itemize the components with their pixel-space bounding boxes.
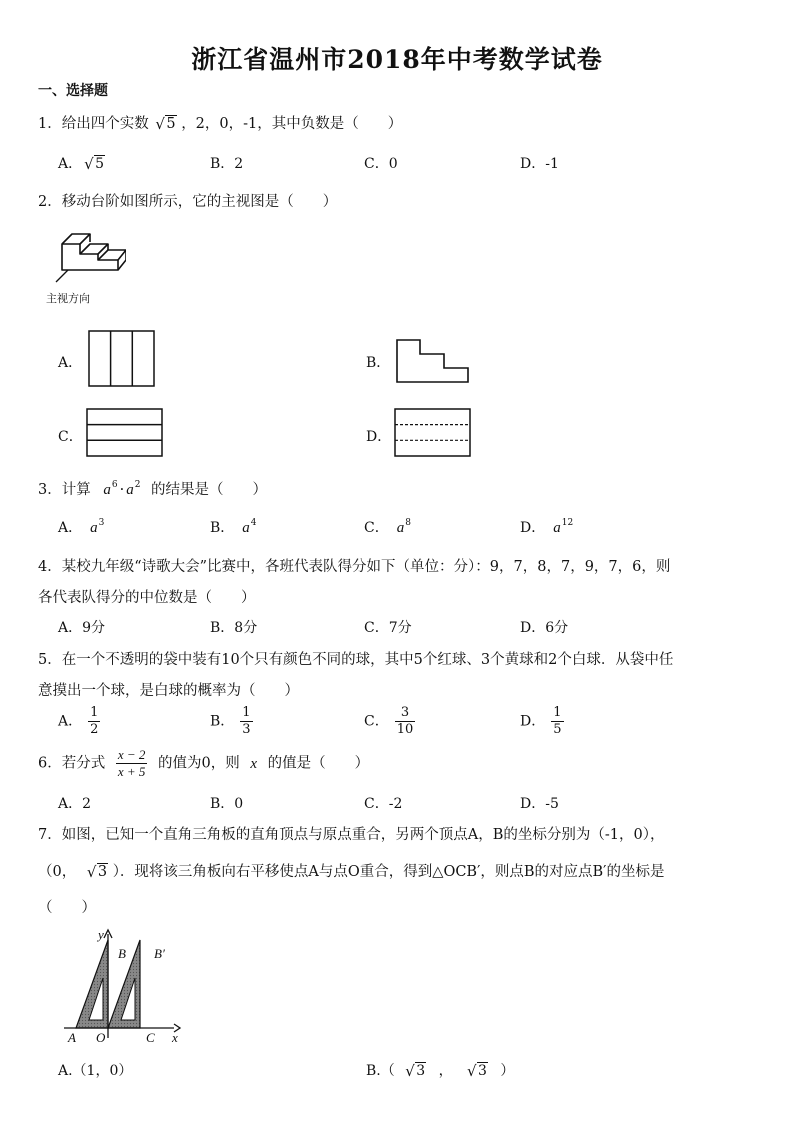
q6-option-d: D．-5 — [520, 796, 559, 812]
q3-option-b-label: B． — [210, 520, 235, 536]
q5-option-c-denominator: 10 — [396, 722, 414, 737]
q5-option-a-label: A． — [58, 713, 83, 730]
question-4-line-1: 4．某校九年级“诗歌大会”比赛中，各班代表队得分如下（单位：分）：9，7，8，7，9，7，6，则 — [38, 559, 671, 575]
q3-option-a-base: a — [90, 520, 98, 536]
q2-step-figure — [46, 222, 126, 284]
q6-variable: x — [250, 755, 258, 772]
q1-option-a-sqrt — [84, 156, 105, 172]
q7-option-b-separator: ， — [438, 1063, 453, 1079]
q6-fraction — [116, 748, 148, 779]
q1-sqrt-radicand: 5 — [166, 116, 176, 132]
q3-exp-1: 6 — [111, 480, 118, 490]
q6-denominator: x + 5 — [117, 764, 146, 779]
q3-option-c-label: C． — [364, 520, 389, 536]
q7-line-2-suffix: ）．现将该三角板向右平移使点A与点O重合，得到△OCB′，则点B的对应点B′的坐标是 — [112, 864, 665, 880]
question-4-line-2: 各代表队得分的中位数是（ ） — [38, 590, 256, 606]
question-1-stem — [38, 112, 402, 133]
question-3-stem — [38, 478, 267, 499]
q3-option-d-label: D． — [520, 520, 546, 536]
q6-option-c: C．-2 — [364, 796, 403, 812]
q1-option-a-label: A． — [58, 156, 83, 172]
q1-stem-prefix: 1．给出四个实数 — [38, 116, 149, 132]
x-axis-label: x — [172, 1030, 178, 1042]
q7-option-b-sqrt-1 — [405, 1063, 426, 1079]
q3-stem-prefix: 3．计算 — [38, 482, 91, 498]
q5-option-b-numerator: 1 — [242, 705, 251, 720]
view-direction-arrow — [56, 270, 68, 282]
q2-option-c-figure — [86, 408, 164, 458]
q3-base-2: a — [126, 482, 134, 498]
q7-option-b-open: B.（ — [366, 1063, 395, 1079]
question-7-line-2 — [38, 860, 664, 881]
q5-option-c-label: C． — [364, 713, 389, 730]
q6-numerator: x − 2 — [117, 747, 146, 762]
q1-option-a-radicand: 5 — [95, 156, 105, 172]
q7-line-2-radicand: 3 — [97, 864, 108, 880]
q7-option-b-radicand-2: 3 — [478, 1063, 487, 1079]
point-a-label: A — [68, 1030, 76, 1042]
q5-option-d — [520, 706, 564, 737]
q2-option-a-figure — [88, 330, 156, 388]
q6-option-b: B．0 — [210, 796, 244, 812]
q7-option-a: A.（1，0） — [58, 1063, 133, 1079]
q5-option-b-denominator: 3 — [242, 722, 251, 737]
q3-option-d-exp: 12 — [561, 518, 574, 528]
question-2-stem: 2．移动台阶如图所示，它的主视图是（ ） — [38, 194, 338, 210]
q2-option-d-label: D． — [366, 429, 392, 445]
question-7-line-1: 7．如图，已知一个直角三角板的直角顶点与原点重合，另两个顶点A，B的坐标分别为（-1，0）， — [38, 827, 665, 843]
q4-option-a: A．9分 — [58, 620, 106, 636]
q6-option-a: A．2 — [58, 796, 92, 812]
q5-option-b-fraction — [240, 706, 252, 737]
question-7-line-3: （ ） — [38, 900, 96, 916]
q6-stem-suffix: 的值是（ ） — [267, 755, 370, 772]
q5-option-b-label: B． — [210, 713, 235, 730]
q1-sqrt — [155, 116, 176, 132]
q6-stem-middle: 的值为0，则 — [158, 755, 240, 772]
q2-option-d-figure — [394, 408, 472, 458]
point-c-label: C — [146, 1030, 155, 1042]
q5-option-a — [58, 706, 100, 737]
q7-option-b-radicand-1: 3 — [416, 1063, 426, 1079]
q2-view-caption: 主视方向 — [46, 292, 90, 305]
question-6-stem — [38, 748, 369, 779]
q5-option-d-denominator: 5 — [553, 722, 562, 737]
q6-stem-prefix: 6．若分式 — [38, 755, 106, 772]
q4-option-d: D．6分 — [520, 620, 569, 636]
q3-stem-suffix: 的结果是（ ） — [151, 482, 268, 498]
q2-option-c-label: C． — [58, 429, 83, 445]
q3-option-c-exp: 8 — [405, 518, 411, 528]
q1-option-d: D．-1 — [520, 156, 559, 172]
q3-option-a-exp: 3 — [98, 518, 105, 528]
q7-line-2-prefix: （0， — [38, 864, 77, 880]
q1-option-a — [58, 153, 105, 173]
q5-option-c-numerator: 3 — [395, 706, 416, 722]
q2-option-a-label: A． — [58, 355, 83, 371]
q5-option-c — [364, 706, 415, 737]
q2-option-b-figure — [396, 338, 470, 384]
q3-option-a-label: A． — [58, 520, 83, 536]
point-b-prime-label: B′ — [154, 946, 165, 961]
q4-option-b: B．8分 — [210, 620, 258, 636]
q3-option-b-exp: 4 — [250, 518, 257, 528]
q5-option-a-denominator: 2 — [90, 722, 99, 737]
q3-option-b — [210, 517, 257, 537]
q5-option-d-numerator: 1 — [553, 705, 562, 720]
q7-line-2-sqrt — [87, 864, 108, 880]
q5-option-a-fraction — [88, 706, 100, 737]
q7-triangle-figure — [60, 926, 186, 1042]
y-axis-label: y — [98, 927, 104, 942]
question-5-line-1: 5．在一个不透明的袋中装有10个只有颜色不同的球，其中5个红球、3个黄球和2个白球．从袋中任 — [38, 652, 674, 668]
q3-option-d — [520, 517, 573, 537]
question-5-line-2: 意摸出一个球，是白球的概率为（ ） — [38, 683, 299, 699]
q2-option-b-label: B． — [366, 355, 391, 371]
q7-option-b — [366, 1060, 514, 1080]
q5-option-d-label: D． — [520, 713, 546, 730]
q3-expression: $a^6 \cdot a^2$ — [103, 480, 141, 498]
q3-option-b-base: a — [242, 520, 250, 536]
q3-exp-2: 2 — [134, 480, 141, 490]
q5-option-c-fraction — [395, 706, 416, 737]
origin-label: O — [96, 1030, 106, 1042]
q7-option-b-close: ） — [500, 1063, 515, 1079]
q3-option-a — [58, 517, 104, 537]
q5-option-a-numerator: 1 — [90, 705, 99, 720]
point-b-label: B — [118, 946, 126, 961]
q1-option-c: C．0 — [364, 156, 398, 172]
q5-option-b — [210, 706, 253, 737]
q4-option-c: C．7分 — [364, 620, 412, 636]
q1-stem-suffix: ，2，0，-1，其中负数是（ ） — [181, 116, 403, 132]
section-heading: 一、选择题 — [38, 83, 108, 99]
q3-option-c — [364, 517, 411, 537]
q3-option-c-base: a — [396, 520, 405, 536]
q3-option-d-base: a — [553, 520, 561, 536]
q1-option-b: B．2 — [210, 156, 244, 172]
page-title: 浙江省温州市2018年中考数学试卷 — [191, 45, 603, 74]
q7-option-b-sqrt-2 — [467, 1063, 488, 1079]
q5-option-d-fraction — [551, 706, 563, 737]
q3-base-1: a — [103, 482, 111, 498]
